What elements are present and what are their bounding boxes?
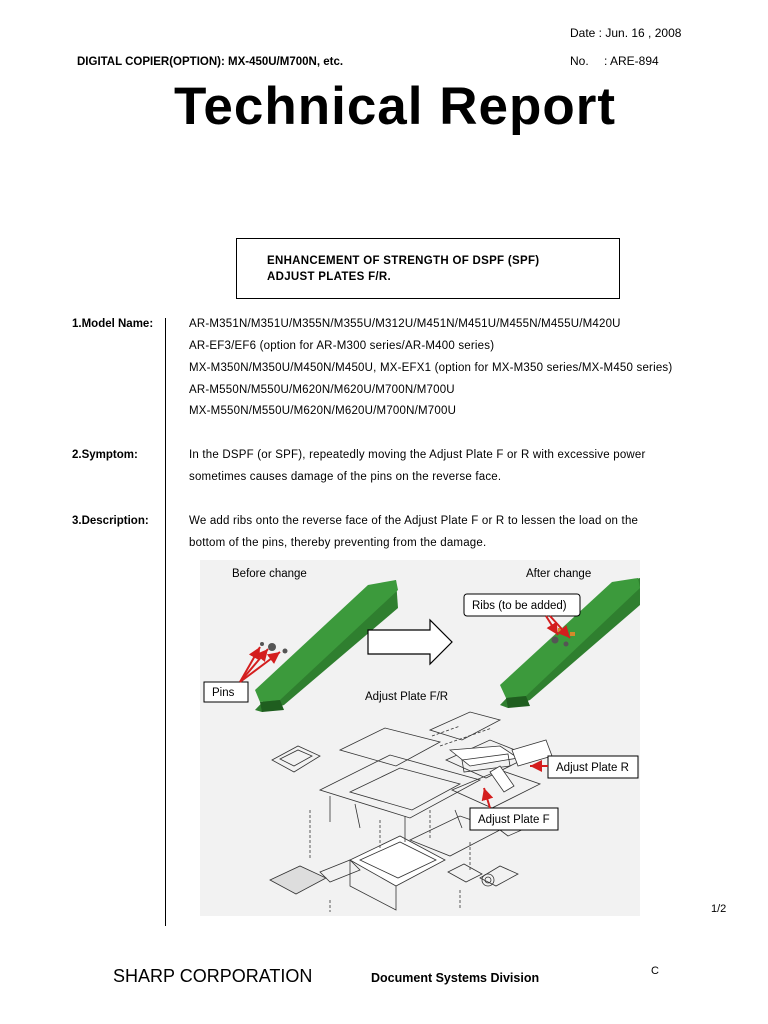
adjust-plate-r-label: Adjust Plate R xyxy=(556,762,629,774)
model-line: AR-M550N/M550U/M620N/M620U/M700N/M700U xyxy=(189,384,455,396)
symptom-line: In the DSPF (or SPF), repeatedly moving the Adjust Plate F or R with excessive power xyxy=(189,449,646,461)
before-change-label: Before change xyxy=(232,568,307,580)
adjust-plate-figure xyxy=(200,560,640,916)
adjust-plate-f-label: Adjust Plate F xyxy=(478,814,550,826)
description-line: We add ribs onto the reverse face of the Adjust Plate F or R to lessen the load on the xyxy=(189,515,639,527)
model-name-label: 1.Model Name: xyxy=(72,318,154,330)
description-label: 3.Description: xyxy=(72,515,149,527)
model-line: MX-M550N/M550U/M620N/M620U/M700N/M700U xyxy=(189,405,457,417)
ribs-label: Ribs (to be added) xyxy=(472,600,567,612)
report-number-label: No. xyxy=(570,54,589,68)
model-line: AR-EF3/EF6 (option for AR-M300 series/AR-M400 series) xyxy=(189,340,495,352)
page-number: 1/2 xyxy=(711,903,727,915)
section-divider xyxy=(165,318,166,926)
subject-line-2: ADJUST PLATES F/R. xyxy=(267,271,392,283)
division-name: Document Systems Division xyxy=(371,971,540,985)
pins-label: Pins xyxy=(212,687,235,699)
report-number xyxy=(570,54,659,68)
description-line: bottom of the pins, thereby preventing from the damage. xyxy=(189,537,487,549)
report-date: Date : Jun. 16 , 2008 xyxy=(570,26,682,40)
model-line: AR-M351N/M351U/M355N/M355U/M312U/M451N/M451U/M455N/M455U/M420U xyxy=(189,318,621,330)
company-name: SHARP CORPORATION xyxy=(113,966,313,986)
model-line: MX-M350N/M350U/M450N/M450U, MX-EFX1 (option for MX-M350 series/MX-M450 series) xyxy=(189,362,673,374)
symptom-line: sometimes causes damage of the pins on the reverse face. xyxy=(189,471,502,483)
product-line: DIGITAL COPIER(OPTION): MX-450U/M700N, etc. xyxy=(77,56,344,68)
subject-line-1: ENHANCEMENT OF STRENGTH OF DSPF (SPF) xyxy=(267,255,540,267)
symptom-label: 2.Symptom: xyxy=(72,449,138,461)
page-title: Technical Report xyxy=(173,77,617,136)
figure-caption: Adjust Plate F/R xyxy=(365,691,449,703)
report-number-value: : ARE-894 xyxy=(604,54,659,68)
subject-box xyxy=(236,238,620,299)
corner-mark: C xyxy=(651,965,659,977)
after-change-label: After change xyxy=(526,568,592,580)
